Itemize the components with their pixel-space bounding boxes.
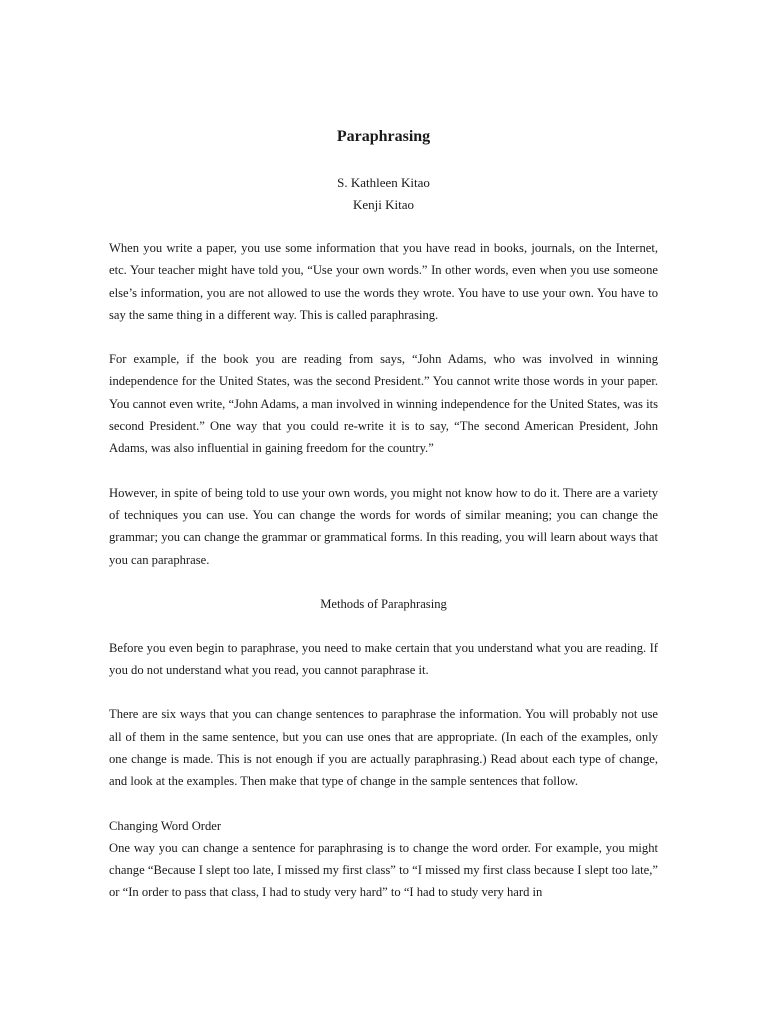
author-list <box>109 172 658 216</box>
author-name: S. Kathleen Kitao <box>337 175 430 190</box>
subsection-heading: Changing Word Order <box>109 818 222 833</box>
document-content <box>109 122 658 926</box>
intro-paragraph: For example, if the book you are reading from says, “John Adams, who was involved in winning independence for the United States, was the second President.” You cannot write those words in your paper. You cannot even write, “John Adams, a man involved in winning independence for the United States, was its second President.” One way that you could re-write it is to say, “The second American President, John Adams, was also influential in gaining freedom for the country.” <box>109 352 658 456</box>
author-name: Kenji Kitao <box>352 197 414 212</box>
body-paragraph: One way you can change a sentence for paraphrasing is to change the word order. For example, you might change “Because I slept too late, I missed my first class” to “I missed my first class because I slept too late,” or “In order to pass that class, I had to study very hard” to “I had to study very hard in <box>109 840 658 900</box>
document-title: Paraphrasing <box>336 128 431 145</box>
body-paragraph: Before you even begin to paraphrase, you need to make certain that you understand what you are reading. If you do not understand what you read, you cannot paraphrase it. <box>109 640 658 678</box>
section-heading: Methods of Paraphrasing <box>320 596 447 611</box>
intro-paragraph: However, in spite of being told to use your own words, you might not know how to do it. There are a variety of techniques you can use. You can change the words for words of similar meaning; you can change the grammar; you can change the grammar or grammatical forms. In this reading, you will learn about ways that you can paraphrase. <box>109 485 658 567</box>
body-paragraph: There are six ways that you can change sentences to paraphrase the information. You will probably not use all of them in the same sentence, but you can use ones that are appropriate. (In each of the examples, only one change is made. This is not enough if you are actually paraphrasing.) Read about each type of change, and look at the examples. Then make that type of change in the sample sentences that follow. <box>109 707 658 789</box>
intro-paragraph: When you write a paper, you use some information that you have read in books, journals, on the Internet, etc. Your teacher might have told you, “Use your own words.” In other words, even when you use someone else’s information, you are not allowed to use the words they wrote. You have to use your own. You have to say the same thing in a different way. This is called paraphrasing. <box>109 241 658 322</box>
